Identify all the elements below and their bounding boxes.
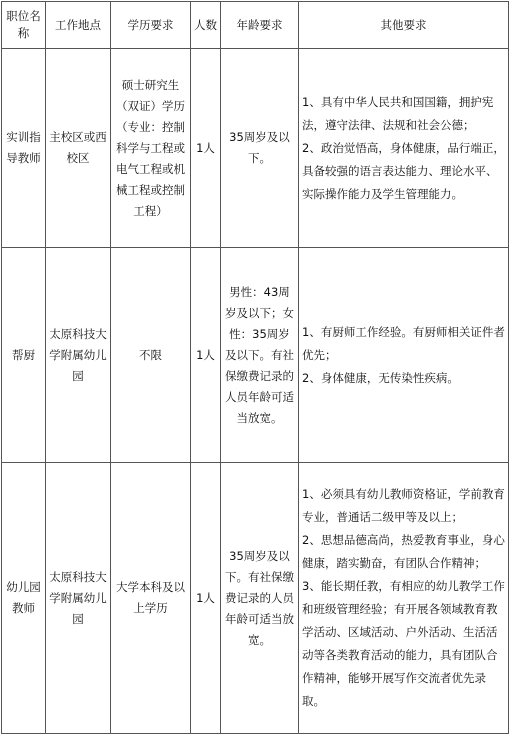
cell-education: 硕士研究生（双证）学历（专业：控制科学与工程或电气工程或机械工程或控制工程） (111, 49, 191, 248)
header-other: 其他要求 (299, 2, 509, 49)
header-age: 年龄要求 (221, 2, 299, 49)
cell-education: 不限 (111, 248, 191, 463)
cell-other (299, 463, 509, 734)
cell-other (299, 49, 509, 248)
cell-age: 35周岁及以下。 (221, 49, 299, 248)
other-item: 1、有厨师工作经验。有厨师相关证件者优先； (302, 324, 505, 362)
recruitment-table (1, 1, 509, 734)
other-item: 2、思想品德高尚，热爱教育事业，身心健康，踏实勤奋，有团队合作精神； (302, 533, 505, 570)
other-item: 1、必须具有幼儿教师资格证，学前教育专业，普通话二级甲等及以上； (302, 487, 505, 524)
cell-location: 主校区或西校区 (46, 49, 111, 248)
table-row (2, 248, 509, 463)
other-item: 2、政治觉悟高，身体健康，品行端正，具备较强的语言表达能力、理论水平、实际操作能力及学生管理能力。 (302, 140, 505, 201)
header-education: 学历要求 (111, 2, 191, 49)
cell-education: 大学本科及以上学历 (111, 463, 191, 734)
cell-position: 实训指导教师 (2, 49, 46, 248)
other-item: 1、具有中华人民共和国国籍，拥护宪法，遵守法律、法规和社会公德； (302, 94, 494, 132)
cell-other (299, 248, 509, 463)
other-item: 3、能长期任教，有相应的幼儿教学工作和班级管理经验；有开展各领域教育教学活动、区域活动、户外活动、生活活动等各类教育活动的能力，具有团队合作精神，能够开展写作交流者优先录取。 (302, 579, 505, 708)
header-count: 人数 (191, 2, 221, 49)
header-position: 职位名称 (2, 2, 46, 49)
cell-position: 幼儿园教师 (2, 463, 46, 734)
cell-count: 1人 (191, 49, 221, 248)
cell-count: 1人 (191, 248, 221, 463)
header-location: 工作地点 (46, 2, 111, 49)
cell-count: 1人 (191, 463, 221, 734)
cell-age: 35周岁及以下。有社保缴费记录的人员年龄可适当放宽。 (221, 463, 299, 734)
table-row (2, 49, 509, 248)
cell-location: 太原科技大学附属幼儿园 (46, 248, 111, 463)
cell-position: 帮厨 (2, 248, 46, 463)
cell-location: 太原科技大学附属幼儿园 (46, 463, 111, 734)
cell-age: 男性：43周岁及以下；女性：35周岁及以下。有社保缴费记录的人员年龄可适当放宽。 (221, 248, 299, 463)
table-row (2, 463, 509, 734)
table-header-row (2, 2, 509, 49)
other-item: 2、身体健康，无传染性疾病。 (302, 370, 459, 385)
